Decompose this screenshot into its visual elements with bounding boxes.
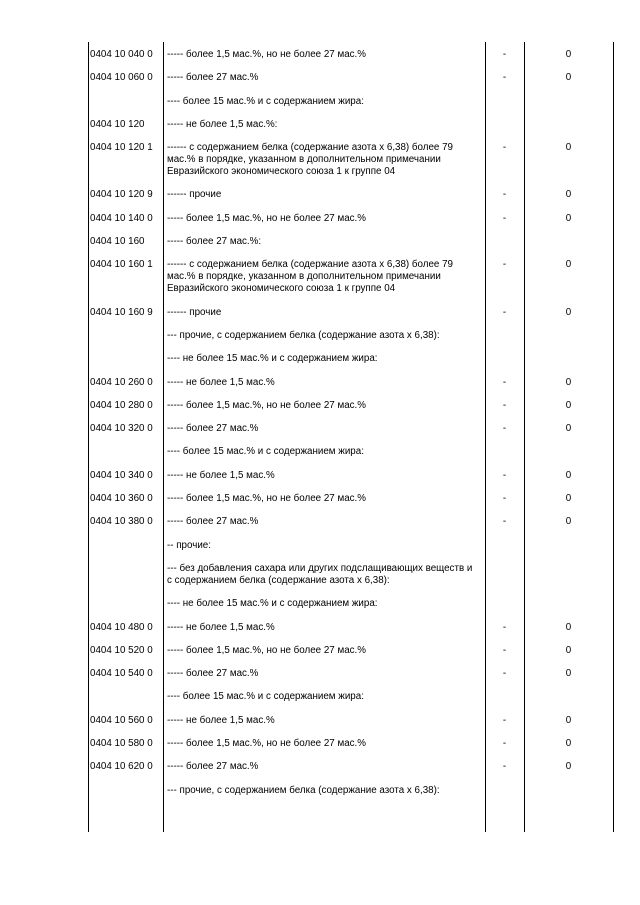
commodity-description-cell: ----- более 27 мас.% <box>167 761 259 773</box>
additional-unit-cell: - <box>502 189 507 201</box>
additional-unit-cell: - <box>502 423 507 435</box>
tnved-code-cell: 0404 10 140 0 <box>90 212 153 224</box>
table-row <box>88 761 614 773</box>
table-row <box>88 142 614 178</box>
additional-unit-cell: - <box>502 376 507 388</box>
commodity-description-cell: ----- более 1,5 мас.%, но не более 27 мас.% <box>167 493 366 505</box>
additional-unit-cell: - <box>502 761 507 773</box>
table-row <box>88 516 614 528</box>
commodity-description-cell: ---- более 15 мас.% и с содержанием жира: <box>167 691 364 703</box>
commodity-description-cell: ------ с содержанием белка (содержание азота х 6,38) более 79 мас.% в порядке, указанном в дополнительном примечании Евразийского экономического союза 1 к группе 04 <box>167 142 453 178</box>
commodity-description-cell: ---- более 15 мас.% и с содержанием жира: <box>167 446 364 458</box>
tnved-code-cell: 0404 10 540 0 <box>90 668 153 680</box>
table-row <box>88 96 614 108</box>
table-row <box>88 540 614 552</box>
duty-rate-cell: 0 <box>565 469 572 481</box>
table-row <box>88 423 614 435</box>
commodity-description-cell: --- прочие, с содержанием белка (содержание азота х 6,38): <box>167 784 440 796</box>
tnved-code-cell: 0404 10 060 0 <box>90 72 153 84</box>
table-body <box>88 49 614 808</box>
table-row <box>88 259 614 295</box>
table-row <box>88 622 614 634</box>
additional-unit-cell: - <box>502 621 507 633</box>
tnved-code-cell: 0404 10 120 9 <box>90 189 153 201</box>
commodity-description-cell: ----- более 1,5 мас.%, но не более 27 мас.% <box>167 212 366 224</box>
duty-rate-cell: 0 <box>565 376 572 388</box>
commodity-description-cell: ------ прочие <box>167 189 222 201</box>
tnved-code-cell: 0404 10 260 0 <box>90 376 153 388</box>
commodity-description-cell: ---- более 15 мас.% и с содержанием жира: <box>167 95 364 107</box>
tnved-code-cell: 0404 10 360 0 <box>90 493 153 505</box>
commodity-description-cell: ----- не более 1,5 мас.% <box>167 621 275 633</box>
commodity-description-cell: ----- более 1,5 мас.%, но не более 27 мас.% <box>167 644 366 656</box>
table-row <box>88 691 614 703</box>
additional-unit-cell: - <box>502 212 507 224</box>
additional-unit-cell: - <box>502 142 507 154</box>
table-row <box>88 377 614 389</box>
commodity-description-cell: ----- более 27 мас.%: <box>167 236 262 248</box>
duty-rate-cell: 0 <box>565 212 572 224</box>
tnved-code-cell: 0404 10 120 1 <box>90 142 153 154</box>
commodity-description-cell: ----- не более 1,5 мас.%: <box>167 118 278 130</box>
table-row <box>88 353 614 365</box>
commodity-description-cell: ---- не более 15 мас.% и с содержанием жира: <box>167 598 378 610</box>
commodity-description-cell: ----- не более 1,5 мас.% <box>167 376 275 388</box>
tnved-code-cell: 0404 10 340 0 <box>90 469 153 481</box>
duty-rate-cell: 0 <box>565 399 572 411</box>
duty-rate-cell: 0 <box>565 306 572 318</box>
table-row <box>88 738 614 750</box>
tnved-code-cell: 0404 10 620 0 <box>90 761 153 773</box>
table-row <box>88 493 614 505</box>
additional-unit-cell: - <box>502 399 507 411</box>
commodity-description-cell: ----- более 27 мас.% <box>167 423 259 435</box>
commodity-description-cell: --- без добавления сахара или других подслащивающих веществ и с содержанием белка (содержание азота х 6,38): <box>167 562 473 586</box>
duty-rate-cell: 0 <box>565 259 572 271</box>
table-row <box>88 668 614 680</box>
commodity-description-cell: ----- более 27 мас.% <box>167 516 259 528</box>
additional-unit-cell: - <box>502 644 507 656</box>
duty-rate-cell: 0 <box>565 142 572 154</box>
duty-rate-cell: 0 <box>565 493 572 505</box>
table-row <box>88 446 614 458</box>
additional-unit-cell: - <box>502 493 507 505</box>
table-row <box>88 400 614 412</box>
commodity-description-cell: ----- более 27 мас.% <box>167 72 259 84</box>
commodity-description-cell: --- прочие, с содержанием белка (содержание азота х 6,38): <box>167 329 440 341</box>
tnved-code-cell: 0404 10 280 0 <box>90 399 153 411</box>
additional-unit-cell: - <box>502 516 507 528</box>
additional-unit-cell: - <box>502 49 507 60</box>
additional-unit-cell: - <box>502 72 507 84</box>
table-row <box>88 715 614 727</box>
commodity-description-cell: ----- не более 1,5 мас.% <box>167 469 275 481</box>
table-row <box>88 598 614 610</box>
commodity-description-cell: ----- не более 1,5 мас.% <box>167 714 275 726</box>
table-row <box>88 330 614 342</box>
commodity-description-cell: ----- более 1,5 мас.%, но не более 27 мас.% <box>167 738 366 750</box>
commodity-description-cell: ------ с содержанием белка (содержание азота х 6,38) более 79 мас.% в порядке, указанном в дополнительном примечании Евразийского экономического союза 1 к группе 04 <box>167 259 453 295</box>
additional-unit-cell: - <box>502 714 507 726</box>
duty-rate-cell: 0 <box>565 49 572 60</box>
duty-rate-cell: 0 <box>565 621 572 633</box>
table-row <box>88 49 614 61</box>
tnved-code-cell: 0404 10 560 0 <box>90 714 153 726</box>
commodity-description-cell: -- прочие: <box>167 539 211 551</box>
commodity-description-cell: ---- не более 15 мас.% и с содержанием жира: <box>167 353 378 365</box>
commodity-description-cell: ----- более 27 мас.% <box>167 668 259 680</box>
table-row <box>88 470 614 482</box>
commodity-description-cell: ----- более 1,5 мас.%, но не более 27 мас.% <box>167 49 366 60</box>
tnved-code-cell: 0404 10 160 9 <box>90 306 153 318</box>
tnved-code-cell: 0404 10 520 0 <box>90 644 153 656</box>
tnved-code-cell: 0404 10 580 0 <box>90 738 153 750</box>
duty-rate-cell: 0 <box>565 761 572 773</box>
table-row <box>88 189 614 201</box>
commodity-description-cell: ----- более 1,5 мас.%, но не более 27 мас.% <box>167 399 366 411</box>
table-row <box>88 785 614 797</box>
additional-unit-cell: - <box>502 306 507 318</box>
tnved-code-cell: 0404 10 480 0 <box>90 621 153 633</box>
duty-rate-cell: 0 <box>565 668 572 680</box>
table-row <box>88 645 614 657</box>
table-row <box>88 119 614 131</box>
table-row <box>88 213 614 225</box>
table-row <box>88 563 614 587</box>
tnved-code-cell: 0404 10 040 0 <box>90 49 153 60</box>
tnved-code-cell: 0404 10 320 0 <box>90 423 153 435</box>
duty-rate-cell: 0 <box>565 516 572 528</box>
additional-unit-cell: - <box>502 259 507 271</box>
duty-rate-cell: 0 <box>565 714 572 726</box>
duty-rate-cell: 0 <box>565 644 572 656</box>
additional-unit-cell: - <box>502 668 507 680</box>
tariff-table <box>88 42 614 832</box>
commodity-description-cell: ------ прочие <box>167 306 222 318</box>
table-row <box>88 236 614 248</box>
tnved-code-cell: 0404 10 160 <box>90 236 145 248</box>
duty-rate-cell: 0 <box>565 72 572 84</box>
table-row <box>88 72 614 84</box>
additional-unit-cell: - <box>502 738 507 750</box>
tnved-code-cell: 0404 10 380 0 <box>90 516 153 528</box>
duty-rate-cell: 0 <box>565 738 572 750</box>
duty-rate-cell: 0 <box>565 423 572 435</box>
duty-rate-cell: 0 <box>565 189 572 201</box>
table-row <box>88 307 614 319</box>
tnved-code-cell: 0404 10 160 1 <box>90 259 153 271</box>
tnved-code-cell: 0404 10 120 <box>90 118 145 130</box>
additional-unit-cell: - <box>502 469 507 481</box>
